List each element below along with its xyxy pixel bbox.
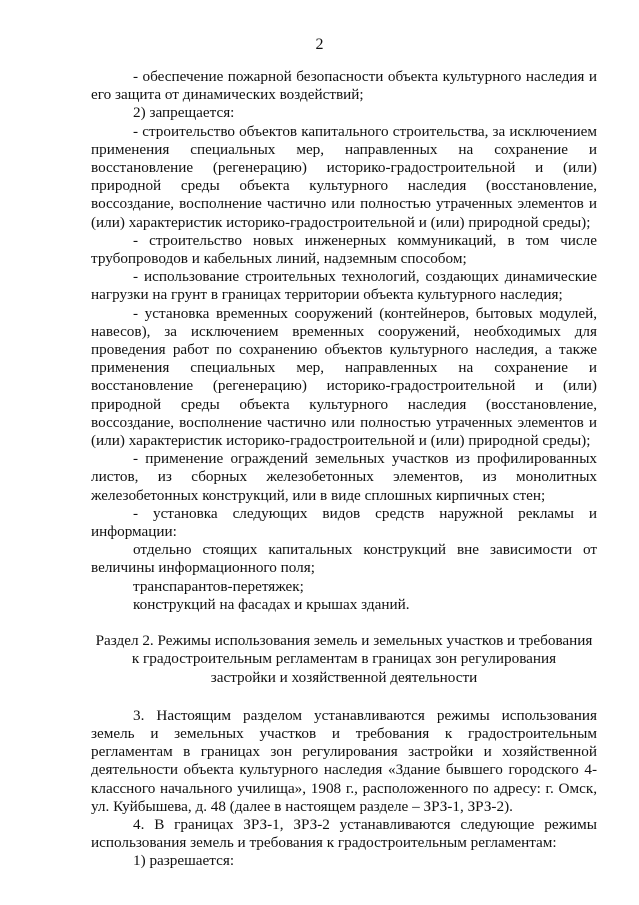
paragraph: - строительство объектов капитального строительства, за исключением применения специальных мер, направленных на сохранение и восстановление (регенерацию) историко-градостроительной и (или) природной среды объекта культурного наследия (восстановление, воссоздание, восполнение частично или полностью утраченных элементов и (или) характеристик историко-градостроительной и (или) природной среды); <box>91 122 597 231</box>
paragraph: транспарантов-перетяжек; <box>133 577 304 595</box>
paragraph: 1) разрешается: <box>133 852 235 870</box>
paragraph: - обеспечение пожарной безопасности объекта культурного наследия и его защита от динамических воздействий; <box>91 68 597 104</box>
section-heading-line: Раздел 2. Режимы использования земель и земельных участков и требования <box>95 632 593 650</box>
document-body <box>91 68 597 871</box>
paragraph: отдельно стоящих капитальных конструкций вне зависимости от величины информационного поля; <box>91 541 597 577</box>
paragraph: 4. В границах ЗРЗ-1, ЗРЗ-2 устанавливаются следующие режимы использования земель и требования к градостроительным регламентам: <box>91 815 597 852</box>
section-heading <box>91 632 597 687</box>
page-number: 2 <box>315 36 324 53</box>
paragraph: - установка временных сооружений (контейнеров, бытовых модулей, навесов), за исключением временных сооружений, необходимых для проведения работ по сохранению объектов культурного наследия, а также применения специальных мер, направленных на сохранение и восстановление (регенерацию) историко-градостроительной и (или) природной среды объекта культурного наследия (восстановление, воссоздание, восполнение частично или полностью утраченных элементов и (или) характеристик историко-градостроительной и (или) природной среды); <box>91 304 597 450</box>
paragraph: - установка следующих видов средств наружной рекламы и информации: <box>91 504 597 541</box>
section-heading-line: застройки и хозяйственной деятельности <box>210 668 478 686</box>
paragraph: 3. Настоящим разделом устанавливаются режимы использования земель и земельных участков и требования к градостроительным регламентам в границах зон регулирования застройки и хозяйственной деятельности объекта культурного наследия «Здание бывшего городского 4-классного начального училища», 1908 г., расположенного по адресу: г. Омск, ул. Куйбышева, д. 48 (далее в настоящем разделе – ЗРЗ-1, ЗРЗ-2). <box>91 706 597 815</box>
paragraph: конструкций на фасадах и крышах зданий. <box>133 595 410 613</box>
paragraph: - строительство новых инженерных коммуникаций, в том числе трубопроводов и кабельных линий, надземным способом; <box>91 231 597 268</box>
paragraph: - применение ограждений земельных участков из профилированных листов, из сборных железобетонных элементов, из монолитных железобетонных конструкций, или в виде сплошных кирпичных стен; <box>91 450 597 504</box>
paragraph: - использование строительных технологий, создающих динамические нагрузки на грунт в границах территории объекта культурного наследия; <box>91 268 597 304</box>
section-heading-line: к градостроительным регламентам в границах зон регулирования <box>131 650 557 668</box>
paragraph: 2) запрещается: <box>133 104 235 122</box>
